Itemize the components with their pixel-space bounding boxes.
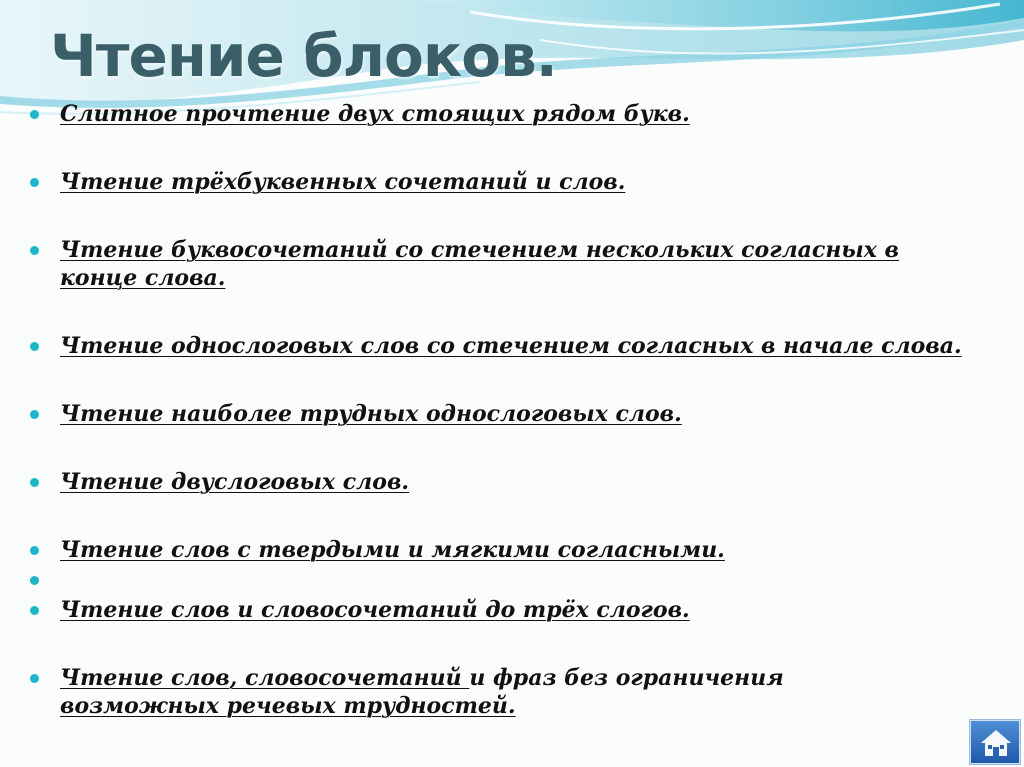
list-item xyxy=(24,168,974,196)
bullet-text-plain: и фраз без ограничения xyxy=(469,665,784,691)
bullet-text: Чтение слов с твердыми и мягкими согласными. xyxy=(60,537,725,563)
slide-title: Чтение блоков. xyxy=(50,22,557,90)
bullet-dot-icon xyxy=(30,410,39,419)
bullet-dot-icon xyxy=(30,342,39,351)
bullet-dot-icon xyxy=(30,576,39,585)
bullet-text: Чтение наиболее трудных однослоговых слов. xyxy=(60,401,682,427)
list-item xyxy=(24,596,974,624)
list-item xyxy=(24,664,974,720)
bullet-dot-icon xyxy=(30,246,39,255)
home-icon xyxy=(980,729,1012,757)
bullet-text: Чтение двуслоговых слов. xyxy=(60,469,410,495)
bullet-dot-icon xyxy=(30,546,39,555)
list-item xyxy=(24,332,974,360)
bullet-text-line2: возможных речевых трудностей. xyxy=(60,693,516,719)
bullet-text: Чтение трёхбуквенных сочетаний и слов. xyxy=(60,169,626,195)
bullet-dot-icon xyxy=(30,178,39,187)
list-item xyxy=(24,468,974,496)
bullet-text: Чтение слов и словосочетаний до трёх слогов. xyxy=(60,597,690,623)
bullet-list xyxy=(24,92,974,720)
bullet-dot-icon xyxy=(30,478,39,487)
list-item xyxy=(24,400,974,428)
bullet-text: Слитное прочтение двух стоящих рядом букв. xyxy=(60,101,690,127)
bullet-text: Чтение буквосочетаний со стечением нескольких согласных в конце слова. xyxy=(60,237,899,291)
bullet-dot-icon xyxy=(30,606,39,615)
bullet-text: Чтение однослоговых слов со стечением согласных в начале слова. xyxy=(60,333,962,359)
home-button[interactable] xyxy=(970,720,1020,764)
list-item xyxy=(24,100,974,128)
bullet-dot-icon xyxy=(30,674,39,683)
bullet-text-underlined: Чтение слов, словосочетаний xyxy=(60,665,470,691)
bullet-dot-icon xyxy=(30,110,39,119)
list-item xyxy=(24,536,974,564)
list-item xyxy=(24,236,974,292)
list-item xyxy=(24,566,974,594)
